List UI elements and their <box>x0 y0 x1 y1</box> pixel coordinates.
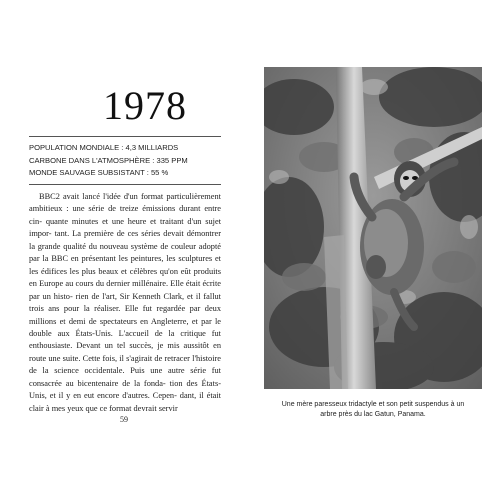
body-text-block <box>29 191 221 415</box>
body-line: L'accueil de la critique fut enthousiaste. Devant un tel <box>29 328 221 351</box>
body-line: succès, je mis aussitôt en route une suite. Cette fois, il <box>29 341 221 363</box>
right-page <box>244 0 488 488</box>
bottom-rule <box>29 184 221 185</box>
body-line: dant, il était clair à mes yeux que ce format devrait servir <box>29 391 221 413</box>
body-line: qualité du nouveau système de couleur adopté par la BBC <box>29 241 221 264</box>
body-line: plus beaux et célèbres qu'on eût produits en Europe au <box>29 266 221 289</box>
chapter-year: 1978 <box>103 83 187 128</box>
body-line: rien de l'art, Sir Kenneth Clark, et il fallut trois ans pour <box>29 291 221 314</box>
photo-caption <box>264 400 482 420</box>
stats-block <box>29 142 229 180</box>
top-rule <box>29 136 221 137</box>
caption-line: Une mère paresseux tridactyle et son petit suspendus à un <box>281 401 465 408</box>
body-line: une autre série fut consacrée au bicentenaire de la fonda- <box>29 366 221 388</box>
body-line: cours du dernier millénaire. Elle était écrite par un histo- <box>29 279 221 301</box>
body-line: quante minutes et une heure et traitant d'un sujet impor- <box>29 216 222 239</box>
body-line: ambitieux : une série de treize émissions durant entre cin- <box>29 204 221 226</box>
body-line: tion des États-Unis, et il y en eut encore d'autres. Cepen- <box>29 378 221 401</box>
sloth-photo <box>264 67 482 389</box>
body-line: spectateurs en Angleterre, et par le double aux États-Unis. <box>29 316 221 338</box>
body-line: en présentant les peintures, les sculptures et les édifices les <box>29 254 221 276</box>
stat-wilderness: MONDE SAUVAGE SUBSISTANT : 55 % <box>29 168 169 178</box>
body-paragraph <box>29 191 221 415</box>
stat-carbon: CARBONE DANS L'ATMOSPHÈRE : 335 PPM <box>29 155 188 165</box>
body-line: BBC2 avait lancé l'idée d'un format particulièrement <box>39 192 221 201</box>
body-line: la réaliser. Elle fut regardée par deux millions et demi de <box>29 304 221 326</box>
sloth-photo-illustration <box>264 67 482 389</box>
body-line: s'agirait de retracer l'histoire de la science occidentale. Puis <box>29 353 222 376</box>
body-line: tant. La première de ces séries devait démontrer la grande <box>29 229 221 251</box>
caption-line: arbre près du lac Gatun, Panama. <box>320 411 426 418</box>
stat-population: POPULATION MONDIALE : 4,3 MILLIARDS <box>29 143 179 152</box>
page-number: 59 <box>120 415 128 424</box>
